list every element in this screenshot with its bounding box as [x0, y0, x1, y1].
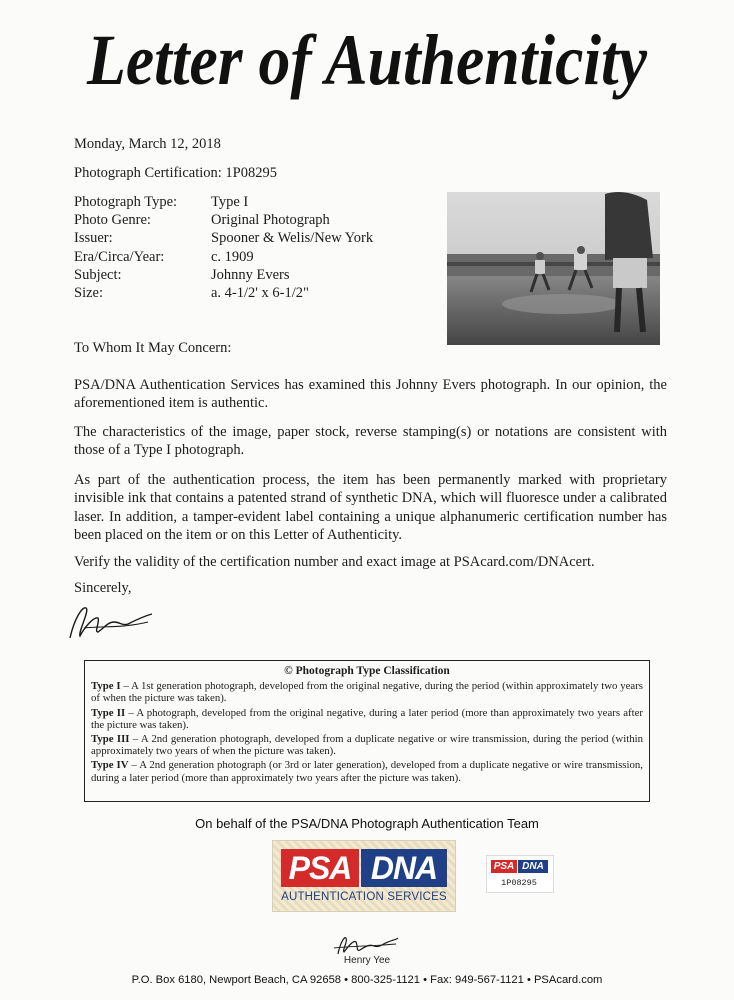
detail-value: Original Photograph: [211, 212, 330, 229]
type-definition: [91, 707, 643, 731]
type-description: – A photograph, developed from the original negative, during a later period (more than approximately two years after the picture was taken).: [91, 706, 643, 731]
footer-contact: P.O. Box 6180, Newport Beach, CA 92658 • 800-325-1121 • Fax: 949-567-1121 • PSAcard.com: [131, 974, 603, 986]
detail-row: [74, 284, 373, 302]
classification-title: © Photograph Type Classification: [284, 665, 450, 677]
details-table: [74, 193, 373, 302]
closing: Sincerely,: [74, 580, 132, 596]
letter-title-text: Letter of Authenticity: [86, 20, 648, 100]
salutation: To Whom It May Concern:: [74, 340, 232, 356]
detail-row: [74, 193, 373, 211]
detail-value: Spooner & Welis/New York: [211, 230, 374, 247]
baseball-photograph: [447, 192, 660, 345]
detail-label: Photograph Type:: [74, 194, 178, 210]
detail-value: a. 4-1/2' x 6-1/2": [211, 285, 309, 302]
detail-label: Size:: [74, 285, 103, 302]
type-definition: [91, 759, 643, 783]
photograph-type-classification: [84, 660, 650, 802]
type-description: – A 2nd generation photograph, developed from a duplicate negative or wire transmission, during the period (within approximately two years of when the picture was taken).: [91, 733, 643, 758]
handwritten-signature: [64, 598, 156, 644]
type-name: Type III: [91, 733, 130, 746]
detail-label: Issuer:: [74, 230, 113, 247]
psa-dna-logo: [272, 840, 456, 912]
type-name: Type IV: [91, 759, 129, 772]
detail-value: Type I: [211, 194, 249, 210]
detail-row: [74, 266, 373, 284]
logo-psa-block: PSA: [281, 849, 359, 887]
label-psa-block: PSA: [491, 860, 517, 873]
letter-title: [0, 6, 734, 110]
opinion-paragraph: PSA/DNA Authentication Services has examined this Johnny Evers photograph. In our opinion, the aforementioned item is authentic.: [74, 377, 667, 412]
type-definition: [91, 733, 643, 757]
detail-label: Era/Circa/Year:: [74, 248, 165, 265]
detail-row: [74, 248, 373, 266]
type-name: Type I: [91, 680, 121, 693]
detail-row: [74, 211, 373, 229]
letter-date: Monday, March 12, 2018: [74, 136, 221, 152]
team-statement: On behalf of the PSA/DNA Photograph Authentication Team: [195, 816, 539, 831]
detail-label: Photo Genre:: [74, 212, 151, 229]
authentication-process-paragraph: As part of the authentication process, the item has been permanently marked with proprietary invisible ink that contains a patented strand of synthetic DNA, which will fluoresce under a calibrated laser. In addition, a tamper-evident label containing a unique alphanumeric certification number has been placed on the item or on this Letter of Authenticity.: [74, 472, 667, 544]
verify-paragraph: Verify the validity of the certification number and exact image at PSAcard.com/DNAcert.: [74, 554, 595, 570]
label-cert-number: 1P08295: [501, 878, 537, 888]
logo-dna-block: DNA: [361, 849, 447, 887]
detail-row: [74, 229, 373, 247]
characteristics-paragraph: The characteristics of the image, paper stock, reverse stamping(s) or notations are consistent with those of a Type I photograph.: [74, 424, 667, 459]
type-name: Type II: [91, 706, 126, 719]
type-description: – A 1st generation photograph, developed from the original negative, during the period (within approximately two years of when the picture was taken).: [91, 680, 643, 705]
logo-subtitle: AUTHENTICATION SERVICES: [281, 891, 447, 903]
detail-value: c. 1909: [211, 248, 254, 265]
detail-label: Subject:: [74, 266, 122, 283]
type-description: – A 2nd generation photograph (or 3rd or later generation), developed from a duplicate negative or wire transmission, during a later period (more than approximately two years after the picture was taken).: [91, 759, 644, 784]
signer-name: Henry Yee: [343, 955, 391, 966]
detail-value: Johnny Evers: [211, 266, 290, 283]
type-definition: [91, 680, 643, 704]
certification-number: Photograph Certification: 1P08295: [74, 165, 277, 181]
label-dna-block: DNA: [518, 860, 548, 873]
tamper-evident-label: [486, 855, 554, 893]
